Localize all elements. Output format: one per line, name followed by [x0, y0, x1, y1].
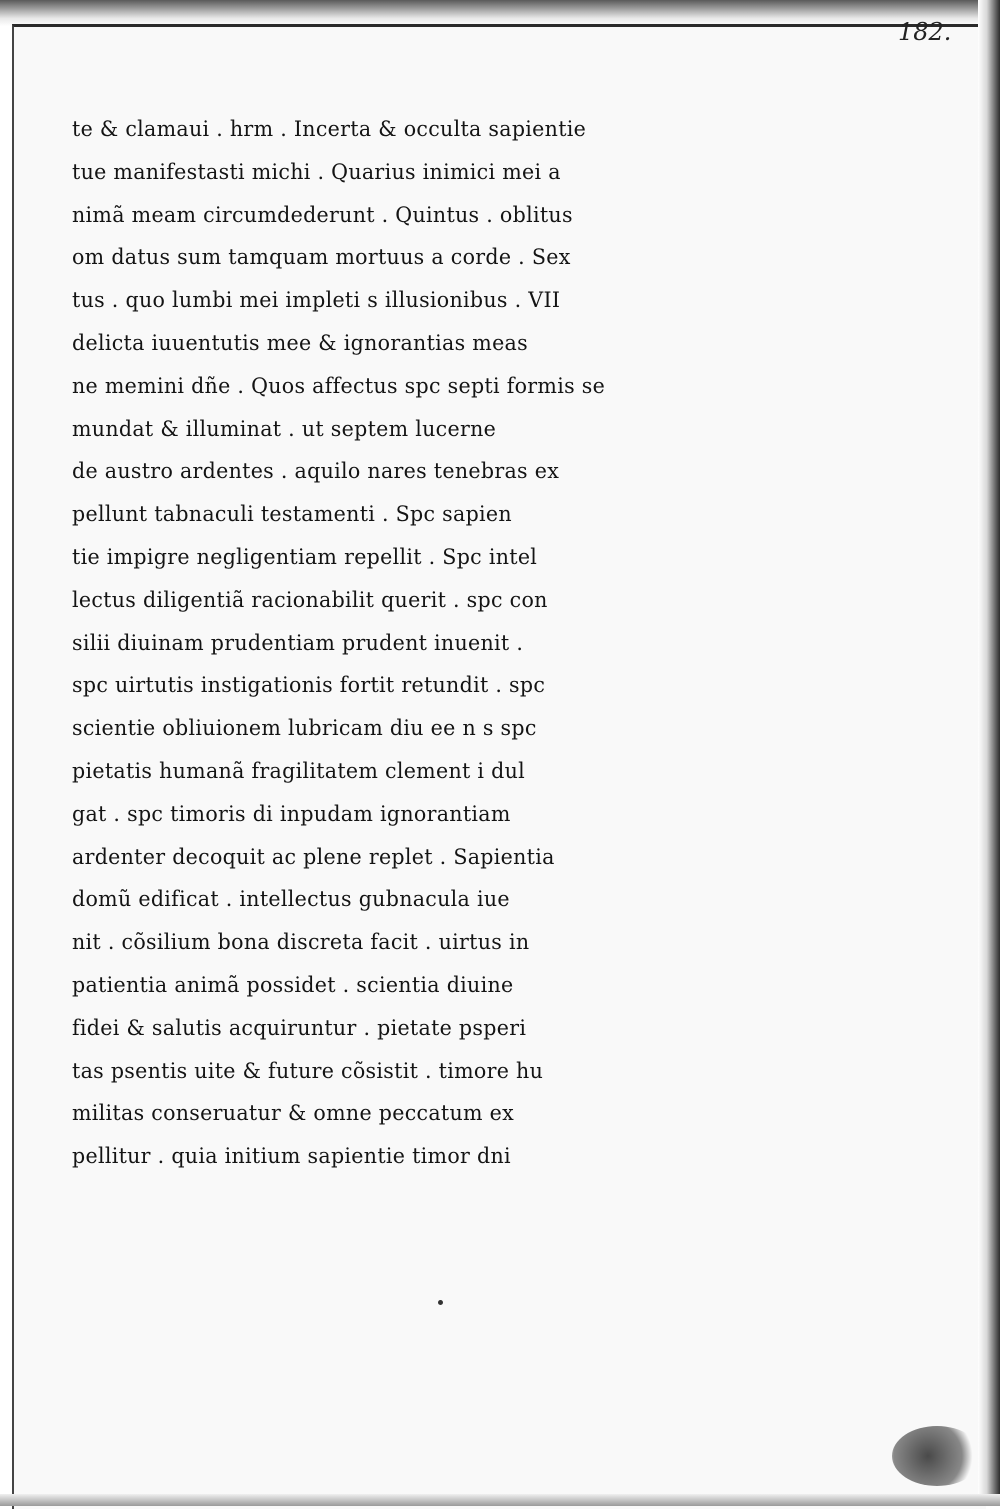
text-line: silii diuinam prudentiam prudent inuenit .	[72, 630, 524, 655]
text-line: pellunt tabnaculi testamenti . Spc sapien	[72, 502, 512, 527]
folio-number: 182.	[898, 18, 952, 46]
text-line: spc uirtutis instigationis fortit retundit . spc	[72, 673, 546, 698]
text-line: te & clamaui . hrm . Incerta & occulta sapientie	[72, 117, 587, 141]
text-line: tus . quo lumbi mei impleti s illusionibus . VII	[72, 288, 561, 313]
text-line: domũ edificat . intellectus gubnacula iue	[72, 887, 510, 912]
text-line: mundat & illuminat . ut septem lucerne	[72, 416, 497, 441]
text-line: om datus sum tamquam mortuus a corde . Sex	[72, 245, 571, 270]
text-line: tie impigre negligentiam repellit . Spc intel	[72, 544, 538, 569]
text-line: lectus diligentiã racionabilit querit . spc con	[72, 587, 548, 612]
text-line: fidei & salutis acquiruntur . pietate psperi	[72, 1015, 527, 1040]
text-line: ne memini dñe . Quos affectus spc septi formis se	[72, 373, 606, 398]
text-line: ardenter decoquit ac plene replet . Sapientia	[72, 844, 555, 869]
page-right-edge	[978, 0, 1000, 1506]
text-line: pellitur . quia initium sapientie timor dni	[72, 1144, 511, 1169]
manuscript-text-block	[72, 108, 772, 1178]
text-line: nit . cõsilium bona discreta facit . uirtus in	[72, 930, 530, 955]
text-line: scientie obliuionem lubricam diu ee n s spc	[72, 716, 537, 741]
page-bottom-edge	[0, 1494, 1000, 1506]
page-top-edge	[0, 0, 1000, 26]
ink-dot	[438, 1300, 443, 1305]
text-line: patientia animã possidet . scientia diuine	[72, 972, 514, 997]
thumb-shadow	[892, 1426, 982, 1486]
text-line: de austro ardentes . aquilo nares tenebras ex	[72, 459, 560, 484]
text-line: tas psentis uite & future cõsistit . timore hu	[72, 1058, 544, 1083]
text-line: gat . spc timoris di inpudam ignorantiam	[72, 801, 511, 826]
text-line: delicta iuuentutis mee & ignorantias meas	[72, 330, 528, 355]
text-line: tue manifestasti michi . Quarius inimici mei a	[72, 159, 561, 184]
text-line: nimã meam circumdederunt . Quintus . oblitus	[72, 202, 573, 227]
text-line: militas conseruatur & omne peccatum ex	[72, 1101, 515, 1126]
text-line: pietatis humanã fragilitatem clement i dul	[72, 758, 526, 783]
